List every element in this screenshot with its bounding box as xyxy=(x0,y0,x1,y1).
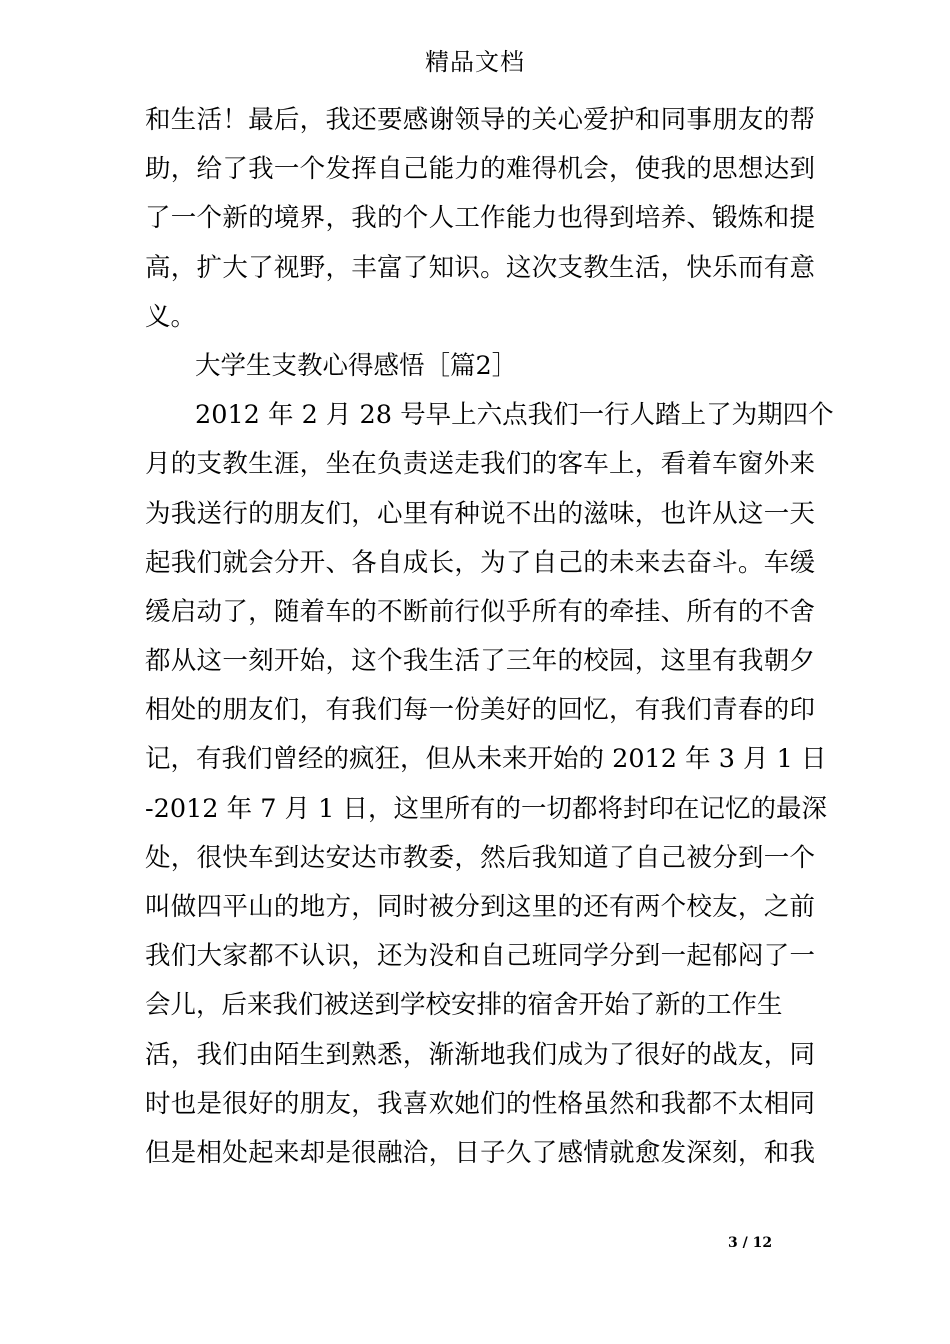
text-line: 相处的朋友们，有我们每一份美好的回忆，有我们青春的印 xyxy=(145,695,815,726)
text-line: 叫做四平山的地方，同时被分到这里的还有两个校友，之前 xyxy=(145,892,815,922)
text-line: 助，给了我一个发挥自己能力的难得机会，使我的思想达到 xyxy=(145,154,815,185)
text-line: 义。 xyxy=(145,301,197,332)
document-body xyxy=(145,96,834,1178)
text-line: 都从这一刻开始，这个我生活了三年的校园，这里有我朝夕 xyxy=(145,646,815,677)
text-line: 起我们就会分开、各自成长，为了自己的未来去奋斗。车缓 xyxy=(145,547,815,578)
text-line: 我们大家都不认识，还为没和自己班同学分到一起郁闷了一 xyxy=(145,941,815,972)
text-line: 但是相处起来却是很融洽，日子久了感情就愈发深刻，和我 xyxy=(145,1137,815,1168)
page-number: 3 / 12 xyxy=(728,1235,773,1251)
text-line: 和生活！最后，我还要感谢领导的关心爱护和同事朋友的帮 xyxy=(145,105,815,135)
text-line: 会儿，后来我们被送到学校安排的宿舍开始了新的工作生 xyxy=(145,990,783,1021)
text-line: 处，很快车到达安达市教委，然后我知道了自己被分到一个 xyxy=(145,842,815,873)
text-line: 为我送行的朋友们，心里有种说不出的滋味，也许从这一天 xyxy=(145,498,815,529)
text-line: 时也是很好的朋友，我喜欢她们的性格虽然和我都不太相同 xyxy=(145,1088,815,1119)
text-line: 月的支教生涯，坐在负责送走我们的客车上，看着车窗外来 xyxy=(145,449,815,480)
text-line: 缓启动了，随着车的不断前行似乎所有的牵挂、所有的不舍 xyxy=(145,596,815,627)
text-line: 高，扩大了视野，丰富了知识。这次支教生活，快乐而有意 xyxy=(145,252,815,283)
text-line: -2012 年 7 月 1 日，这里所有的一切都将封印在记忆的最深 xyxy=(145,793,827,824)
text-line: 了一个新的境界，我的个人工作能力也得到培养、锻炼和提 xyxy=(145,203,815,234)
page-header-title: 精品文档 xyxy=(425,48,525,76)
section-heading: 大学生支教心得感悟［篇2］ xyxy=(195,350,518,381)
text-line: 活，我们由陌生到熟悉，渐渐地我们成为了很好的战友，同 xyxy=(145,1039,815,1070)
text-line: 记，有我们曾经的疯狂，但从未来开始的 2012 年 3 月 1 日 xyxy=(145,744,827,775)
text-line: 2012 年 2 月 28 号早上六点我们一行人踏上了为期四个 xyxy=(195,400,834,431)
